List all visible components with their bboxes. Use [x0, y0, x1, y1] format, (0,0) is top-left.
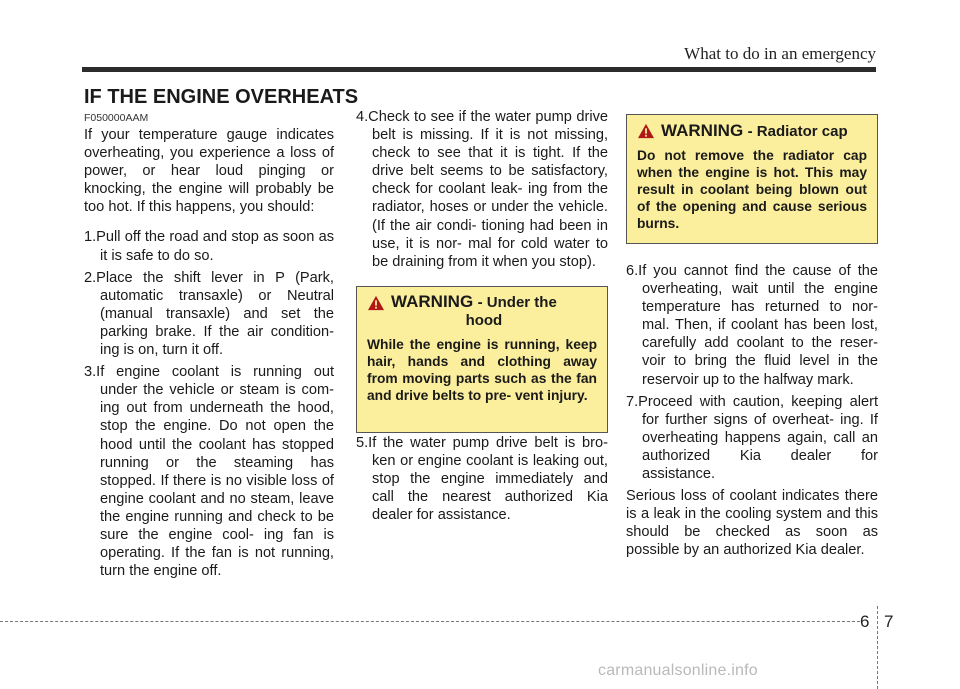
warning-subject: - Under the: [477, 294, 557, 311]
step-5: 5.If the water pump drive belt is bro- ken or engine coolant is leaking out, stop the engine immediately and call the nearest authorized Kia dealer for assistance.: [356, 435, 608, 524]
warning-heading: [367, 293, 597, 330]
intro-paragraph: If your temperature gauge indicates overheating, you experience a loss of power, or hear loud pinging or knocking, the engine will probably be too hot. If this happens, you should:: [84, 127, 334, 216]
steps-list-d: [626, 262, 878, 483]
footer-rule: [0, 621, 860, 622]
section-title: IF THE ENGINE OVERHEATS: [84, 86, 359, 108]
steps-list-c: [356, 434, 608, 524]
warning-subject-line2: hood: [465, 312, 503, 329]
step-6: 6.If you cannot find the cause of the overheating, wait until the engine temperature has returned to nor- mal. Then, if coolant has been lost, carefully add coolant to the reser- voir to bring the fluid level in the reservoir up to the halfway mark.: [626, 263, 878, 388]
warning-subject: - Radiator cap: [747, 123, 848, 140]
warning-triangle-icon: [367, 295, 385, 311]
step-2: 2.Place the shift lever in P (Park, automatic transaxle) or Neutral (manual transaxle) and set the parking brake. If the air condition- ing is on, turn it off.: [84, 269, 334, 359]
warning-box-under-hood: [356, 286, 608, 433]
step-1: 1.Pull off the road and stop as soon as it is safe to do so.: [84, 229, 334, 264]
step-4: 4.Check to see if the water pump drive belt is missing. If it is not missing, check to see that it is tight. If the drive belt seems to be satisfactory, check for coolant leak- ing from the radiator, hoses or under the vehicle. (If the air condi- tioning had been in use, it is nor- mal for cold water to be draining from it when you stop).: [356, 109, 608, 270]
step-3: 3.If engine coolant is running out under the vehicle or steam is com- ing out from underneath the hood, stop the engine. Do not open the hood until the coolant has stopped running or the steaming has stopped. If there is no visible loss of engine coolant and no steam, leave the engine running and check to be sure the engine cool- ing fan is operating. If the fan is not running, turn the engine off.: [84, 364, 334, 580]
chapter-number: 6: [860, 612, 870, 631]
footer-divider: [877, 606, 878, 689]
warning-body: Do not remove the radiator cap when the engine is hot. This may result in coolant being blown out of the opening and cause serious burns.: [637, 148, 867, 231]
warning-box-radiator-cap: [626, 114, 878, 244]
warning-word: WARNING: [391, 292, 474, 311]
page-number: 7: [884, 612, 894, 631]
watermark: carmanualsonline.info: [598, 662, 758, 679]
column-3: [626, 262, 878, 572]
column-2: [356, 108, 608, 275]
section-code: F050000AAM: [84, 112, 149, 124]
header-rule: [82, 67, 876, 72]
step-7: 7.Proceed with caution, keeping alert for further signs of overheat- ing. If overheating happens again, call an authorized Kia dealer for assistance.: [626, 393, 878, 483]
warning-heading: [637, 121, 867, 141]
warning-word: WARNING: [661, 121, 744, 140]
column-1: [84, 126, 334, 584]
running-header: What to do in an emergency: [684, 44, 876, 63]
steps-list-b: [356, 108, 608, 271]
closing-paragraph: Serious loss of coolant indicates there is a leak in the cooling system and this should be checked as soon as possible by an authorized Kia dealer.: [626, 488, 878, 559]
warning-body: While the engine is running, keep hair, hands and clothing away from moving parts such as the fan and drive belts to pre- vent injury.: [367, 337, 597, 403]
warning-triangle-icon: [637, 123, 655, 139]
column-2-lower: [356, 434, 608, 528]
steps-list-a: [84, 228, 334, 580]
